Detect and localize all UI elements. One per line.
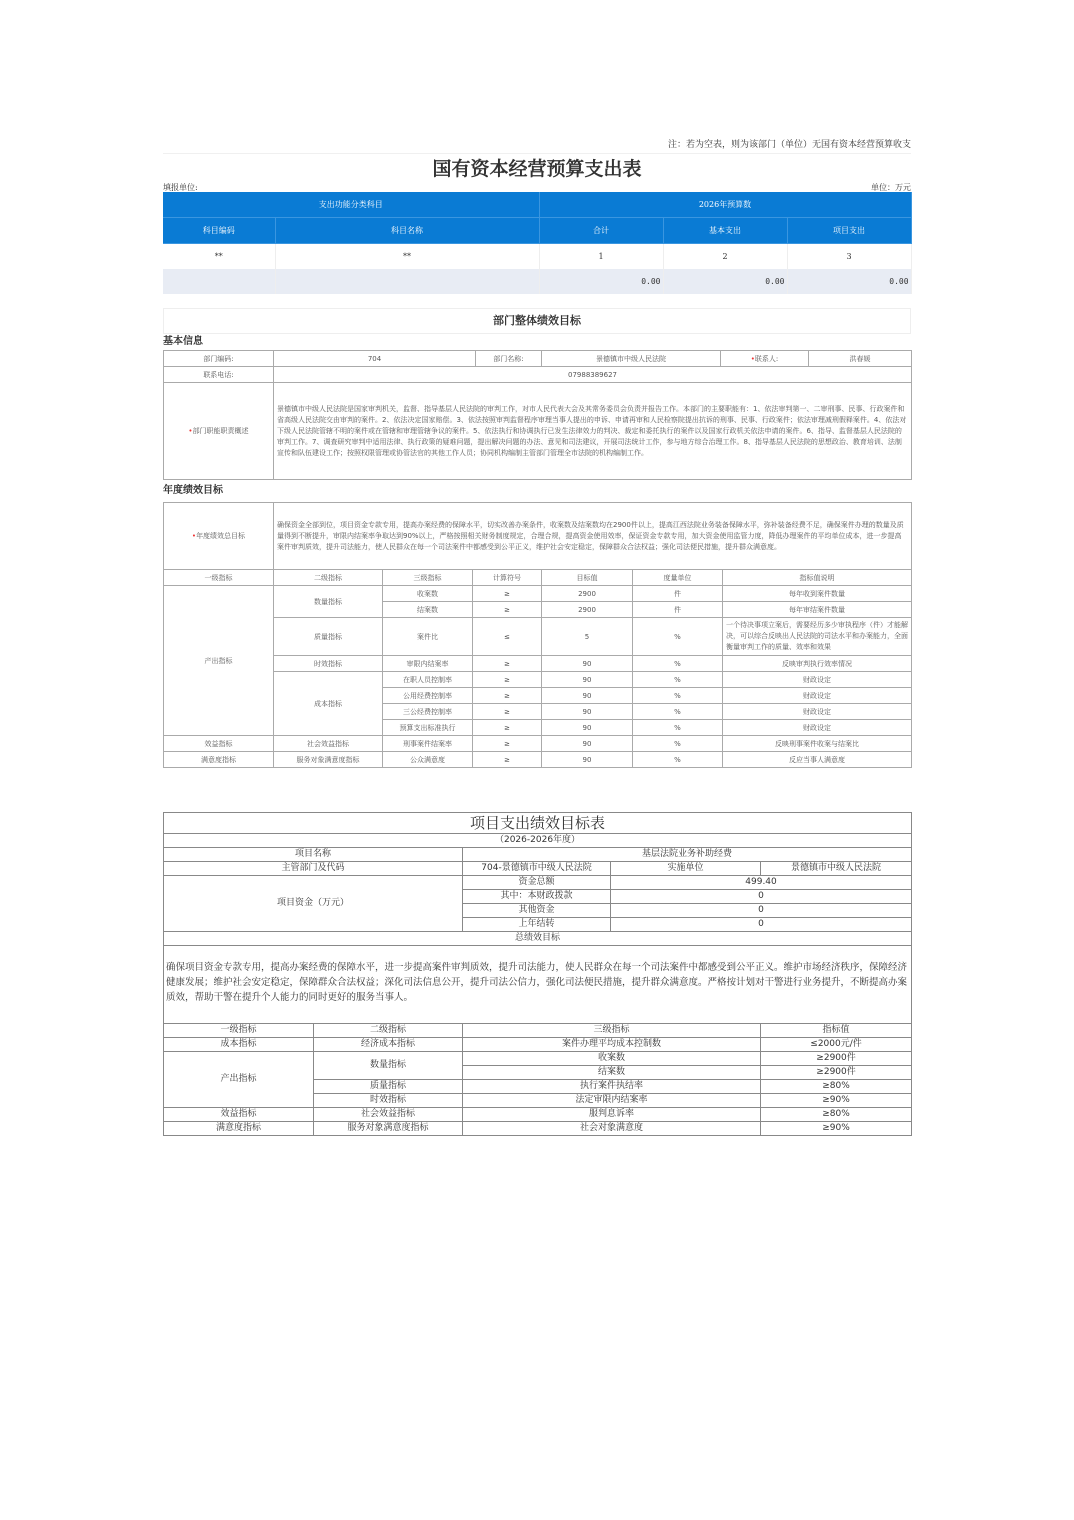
basic-info-heading: 基本信息 [163, 336, 203, 347]
dept-name: 景德镇市中级人民法院 [542, 351, 721, 367]
column-header: 三级指标 [463, 1024, 761, 1038]
indicator-row [164, 618, 912, 656]
performance-indicator-table [163, 502, 912, 768]
label: 部门编码: [164, 351, 274, 367]
indicator-cell: 经济成本指标 [314, 1038, 463, 1052]
indicator-cell: 财政设定 [723, 704, 912, 720]
cell: 0.00 [539, 269, 663, 294]
cell: ** [275, 244, 539, 270]
indicator-cell: 财政设定 [723, 672, 912, 688]
indicator-cell: ≤2000元/件 [761, 1038, 912, 1052]
fund-total: 499.40 [611, 876, 912, 890]
column-header: 目标值 [542, 570, 633, 586]
project-table [163, 812, 912, 1136]
indicator-cell: % [633, 618, 723, 656]
indicator-cell: 90 [542, 720, 633, 736]
indicator-cell: 产出指标 [164, 586, 274, 736]
cell: 0.00 [663, 269, 787, 294]
indicator-cell: 一个待决事项立案后，需要经历多少审执程序（件）才能解决，可以综合反映出人民法院的司法水平和办案能力，全面衡量审判工作的质量、效率和效果 [723, 618, 912, 656]
indicator-cell: 产出指标 [164, 1052, 314, 1108]
period: （2026-2026年度） [164, 834, 912, 848]
indicator-cell: 社会对象满意度 [463, 1122, 761, 1136]
label: 主管部门及代码 [164, 862, 463, 876]
indicator-cell: 预算支出标准执行 [383, 720, 473, 736]
cell: 3 [787, 244, 911, 270]
goal-text: 确保资金全部到位，项目资金专款专用，提高办案经费的保障水平，切实改善办案条件，收案数及结案数均在2900件以上，提高江西法院业务装备保障水平，弥补装备经费不足，确保案件办理的数量及质量得到不断提升，审限内结案率争取达到90%以上，严格按照相关财务制度规定，合理合规，提高资金使用效率，保证资金专款专用，加大资金使用监管力度，降低办理案件的平均单位成本，进一步提高案件审判质效，提升司法能力，使人民群众在每一个司法案件中都感受到公平正义，维护社会安定稳定，保障群众合法权益；强化司法便民措施，提升群众满意度。 [274, 503, 912, 570]
indicator-cell: ≥ [473, 720, 542, 736]
indicator-cell: 成本指标 [274, 672, 383, 736]
indicator-cell: ≥2900件 [761, 1052, 912, 1066]
indicator-cell: 社会效益指标 [314, 1108, 463, 1122]
fill-unit-label: 填报单位: [163, 183, 198, 192]
column-header: 指标值 [761, 1024, 912, 1038]
label: • 部门职能职责概述 [164, 383, 274, 480]
indicator-row [164, 1038, 912, 1052]
indicator-cell: 成本指标 [164, 1038, 314, 1052]
indicator-cell: ≥80% [761, 1080, 912, 1094]
annual-heading: 年度绩效目标 [163, 485, 223, 496]
indicator-cell: 刑事案件结案率 [383, 736, 473, 752]
label: 总绩效目标 [164, 932, 912, 946]
cell: 1 [539, 244, 663, 270]
indicator-cell: 服判息诉率 [463, 1108, 761, 1122]
indicator-cell: 社会效益指标 [274, 736, 383, 752]
label: 联系电话: [164, 367, 274, 383]
indicator-cell: 反应当事人满意度 [723, 752, 912, 768]
project-name: 基层法院业务补助经费 [463, 848, 912, 862]
column-header: 基本支出 [663, 218, 787, 244]
indicator-row [164, 1052, 912, 1066]
indicator-cell: 反映刑事案件收案与结案比 [723, 736, 912, 752]
label: • 联系人: [721, 351, 809, 367]
indicator-row [164, 1122, 912, 1136]
indicator-cell: 执行案件执结率 [463, 1080, 761, 1094]
cell: ** [163, 244, 275, 270]
column-header: 合计 [539, 218, 663, 244]
indicator-cell: 质量指标 [274, 618, 383, 656]
indicator-cell: 数量指标 [314, 1052, 463, 1080]
budget-title: 国有资本经营预算支出表 [432, 158, 642, 180]
label: • 年度绩效总目标 [164, 503, 274, 570]
indicator-cell: 结案数 [383, 602, 473, 618]
column-header: 科目编码 [163, 218, 275, 244]
label: 实施单位 [611, 862, 761, 876]
indicator-cell: 满意度指标 [164, 1122, 314, 1136]
indicator-cell: 案件办理平均成本控制数 [463, 1038, 761, 1052]
indicator-cell: 公众满意度 [383, 752, 473, 768]
dept: 704-景德镇市中级人民法院 [463, 862, 611, 876]
indicator-cell: 数量指标 [274, 586, 383, 618]
empty-table-note: 注：若为空表，则为该部门（单位）无国有资本经营预算收支 [163, 137, 911, 154]
indicator-cell: 结案数 [463, 1066, 761, 1080]
indicator-cell: ≥90% [761, 1122, 912, 1136]
indicator-cell: 案件比 [383, 618, 473, 656]
indicator-cell: ≥90% [761, 1094, 912, 1108]
indicator-row [164, 656, 912, 672]
indicator-cell: 法定审限内结案率 [463, 1094, 761, 1108]
indicator-cell: % [633, 752, 723, 768]
label: 项目资金（万元） [164, 876, 463, 932]
indicator-cell: ≤ [473, 618, 542, 656]
indicator-cell: 90 [542, 752, 633, 768]
indicator-cell: 效益指标 [164, 736, 274, 752]
indicator-cell: 每年收到案件数量 [723, 586, 912, 602]
indicator-cell: 在职人员控制率 [383, 672, 473, 688]
indicator-cell: 收案数 [463, 1052, 761, 1066]
indicator-cell: % [633, 656, 723, 672]
contact: 洪春媛 [809, 351, 912, 367]
project-goal-text: 确保项目资金专款专用，提高办案经费的保障水平，进一步提高案件审判质效，提升司法能力，使人民群众在每一个司法案件中都感受到公平正义。维护市场经济秩序，保障经济健康发展；维护社会安定稳定，保障群众合法权益；深化司法信息公开，提升司法公信力，强化司法便民措施，提升群众满意度。严格按计划对干警进行业务提升，不断提高办案质效，帮助干警在提升个人能力的同时更好的服务当事人。 [164, 946, 912, 1024]
cell [163, 269, 275, 294]
indicator-cell: ≥ [473, 586, 542, 602]
header-group: 支出功能分类科目 [163, 192, 539, 218]
project-title: 项目支出绩效目标表 [164, 813, 912, 834]
indicator-row [164, 1108, 912, 1122]
indicator-cell: % [633, 736, 723, 752]
column-header: 项目支出 [787, 218, 911, 244]
column-header: 计算符号 [473, 570, 542, 586]
indicator-row [164, 672, 912, 688]
basic-info-table [163, 350, 912, 480]
indicator-cell: 90 [542, 688, 633, 704]
column-header: 指标值说明 [723, 570, 912, 586]
column-header: 科目名称 [275, 218, 539, 244]
indicator-cell: 件 [633, 602, 723, 618]
fund-carry: 0 [611, 918, 912, 932]
cell: 0.00 [787, 269, 911, 294]
cell [275, 269, 539, 294]
indicator-cell: 三公经费控制率 [383, 704, 473, 720]
indicator-cell: ≥ [473, 672, 542, 688]
indicator-cell: 件 [633, 586, 723, 602]
column-header: 二级指标 [274, 570, 383, 586]
column-header: 三级指标 [383, 570, 473, 586]
project-performance-section [163, 812, 911, 1136]
indicator-cell: 2900 [542, 586, 633, 602]
unit-label: 单位：万元 [871, 183, 911, 192]
indicator-cell: 服务对象满意度指标 [274, 752, 383, 768]
label: 资金总额 [463, 876, 611, 890]
indicator-row [164, 736, 912, 752]
indicator-cell: 90 [542, 656, 633, 672]
indicator-cell: ≥2900件 [761, 1066, 912, 1080]
fund-other: 0 [611, 904, 912, 918]
cell: 2 [663, 244, 787, 270]
dept-code: 704 [274, 351, 476, 367]
indicator-row [164, 752, 912, 768]
indicator-cell: 90 [542, 736, 633, 752]
indicator-cell: 90 [542, 704, 633, 720]
label: 项目名称 [164, 848, 463, 862]
indicator-cell: 每年审结案件数量 [723, 602, 912, 618]
indicator-cell: 财政设定 [723, 688, 912, 704]
indicator-cell: ≥ [473, 602, 542, 618]
indicator-cell: ≥ [473, 736, 542, 752]
indicator-cell: ≥80% [761, 1108, 912, 1122]
fund-fiscal: 0 [611, 890, 912, 904]
dept-performance-section [163, 308, 911, 768]
indicator-cell: 公用经费控制率 [383, 688, 473, 704]
indicator-cell: 5 [542, 618, 633, 656]
header-group: 2026年预算数 [539, 192, 911, 218]
indicator-cell: 服务对象满意度指标 [314, 1122, 463, 1136]
column-header: 二级指标 [314, 1024, 463, 1038]
indicator-cell: % [633, 688, 723, 704]
dept-title: 部门整体绩效目标 [163, 308, 911, 334]
indicator-cell: 2900 [542, 602, 633, 618]
indicator-cell: 时效指标 [274, 656, 383, 672]
label: 部门名称: [476, 351, 542, 367]
indicator-cell: % [633, 720, 723, 736]
indicator-cell: 时效指标 [314, 1094, 463, 1108]
indicator-cell: ≥ [473, 656, 542, 672]
label: 其中：本财政拨款 [463, 890, 611, 904]
budget-table [163, 192, 912, 294]
indicator-cell: 财政设定 [723, 720, 912, 736]
column-header: 度量单位 [633, 570, 723, 586]
column-header: 一级指标 [164, 1024, 314, 1038]
indicator-cell: 满意度指标 [164, 752, 274, 768]
indicator-cell: 效益指标 [164, 1108, 314, 1122]
label: 其他资金 [463, 904, 611, 918]
label: 上年结转 [463, 918, 611, 932]
budget-expenditure-table-section [163, 137, 911, 294]
phone: 07988389627 [274, 367, 912, 383]
indicator-cell: 反映审判执行效率情况 [723, 656, 912, 672]
indicator-cell: ≥ [473, 688, 542, 704]
column-header: 一级指标 [164, 570, 274, 586]
indicator-cell: 90 [542, 672, 633, 688]
indicator-cell: ≥ [473, 704, 542, 720]
duty-text: 景德镇市中级人民法院是国家审判机关，监督、指导基层人民法院的审判工作，对市人民代表大会及其常务委员会负责并报告工作。本部门的主要职能有：1、依法审判第一、二审刑事、民事、行政案件和省高级人民法院交由审判的案件。2、依法决定国家赔偿。3、依法按照审判监督程序审理当事人提出的申诉、申请再审和人民检察院提出抗诉的刑事、民事、行政案件；依法审理减刑假释案件。4、依法对下级人民法院管辖不明的案件或在管辖和审理管辖争议的案件。5、依法执行和协调执行已发生法律效力的判决、裁定和委托执行的案件以及国家行政机关依法申请的案件。6、指导、监督基层人民法院的审判工作。7、调查研究审判中适用法律、执行政策的疑难问题，提出解决问题的办法、意见和司法建议，开展司法统计工作，参与地方综合治理工作。8、指导基层人民法院的思想政治、教育培训、法制宣传和队伍建设工作；按照权限管理或协管法官的其他工作人员；协同机构编制主管部门管理全市法院的机构编制工作。 [274, 383, 912, 480]
indicator-cell: 审限内结案率 [383, 656, 473, 672]
indicator-cell: % [633, 704, 723, 720]
impl-unit: 景德镇市中级人民法院 [761, 862, 912, 876]
indicator-cell: ≥ [473, 752, 542, 768]
indicator-row [164, 586, 912, 602]
indicator-cell: % [633, 672, 723, 688]
indicator-cell: 收案数 [383, 586, 473, 602]
indicator-cell: 质量指标 [314, 1080, 463, 1094]
